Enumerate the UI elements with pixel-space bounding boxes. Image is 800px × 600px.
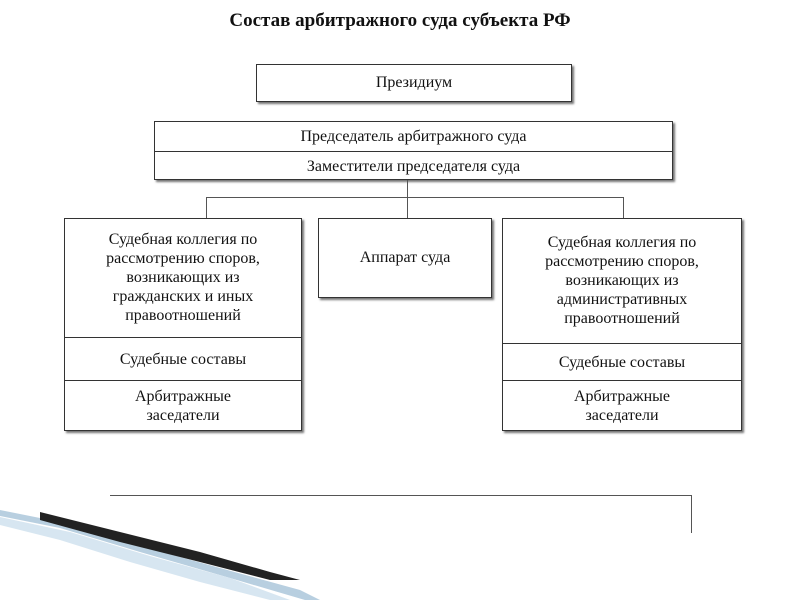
right-compositions-cell: Судебные составы — [558, 353, 686, 371]
deputies-cell: Заместители председателя суда — [306, 157, 521, 175]
page-title: Состав арбитражного суда субъекта РФ — [229, 10, 571, 31]
right-collegium-cell: Судебная коллегия по рассмотрению споров, возникающих из административных правоотношений — [545, 234, 699, 327]
presidium-box: Президиум — [256, 64, 572, 102]
chairman-cell: Председатель арбитражного суда — [300, 127, 527, 145]
bottom-frame-top — [110, 495, 692, 496]
connector-left-drop — [206, 197, 207, 218]
right-assessors-cell: Арбитражные заседатели — [573, 388, 670, 424]
left-collegium-cell: Судебная коллегия по рассмотрению споров, возникающих из гражданских и иных правоотношений — [106, 230, 260, 324]
left-compositions-cell: Судебные составы — [119, 350, 247, 368]
bottom-frame-right — [691, 495, 692, 533]
left-assessors-cell: Арбитражные заседатели — [134, 388, 231, 424]
connector-right-drop — [623, 197, 624, 218]
connector-vertical-main — [407, 180, 408, 218]
connector-horizontal — [206, 197, 624, 198]
apparatus-box: Аппарат суда — [318, 218, 492, 298]
